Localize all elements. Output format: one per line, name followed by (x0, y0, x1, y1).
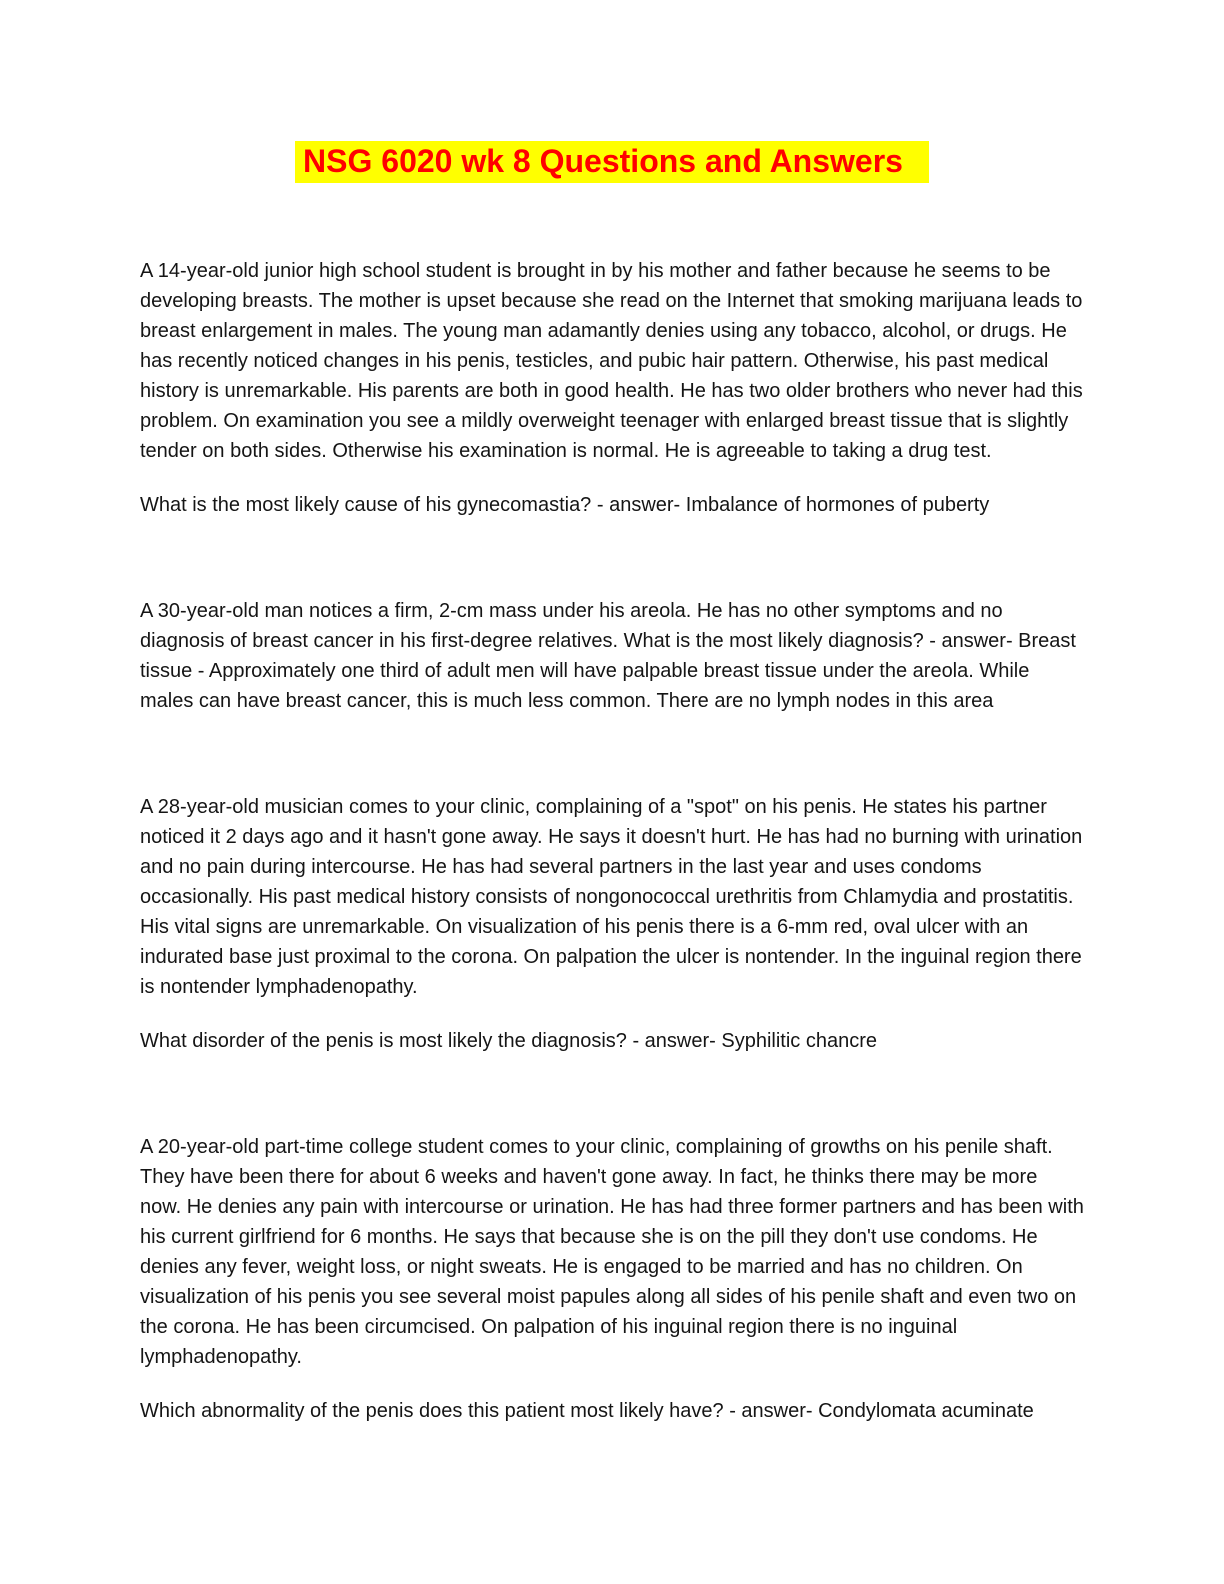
case-paragraph-penile-growths: A 20-year-old part-time college student comes to your clinic, complaining of growths on his penile shaft. They have been there for about 6 weeks and haven't gone away. In fact, he thinks there may be more now. He denies any pain with intercourse or urination. He has had three former partners and has been with his current girlfriend for 6 months. He says that because she is on the pill they don't use condoms. He denies any fever, weight loss, or night sweats. He is engaged to be married and has no children. On visualization of his penis you see several moist papules along all sides of his penile shaft and even two on the corona. He has been circumcised. On palpation of his inguinal region there is no inguinal lymphadenopathy. (140, 1136, 1084, 1368)
case-paragraph-breast-mass: A 30-year-old man notices a firm, 2-cm mass under his areola. He has no other symptoms and no diagnosis of breast cancer in his first-degree relatives. What is the most likely diagnosis? - answer- Breast tissue - Approximately one third of adult men will have palpable breast tissue under the areola. While males can have breast cancer, this is much less common. There are no lymph nodes in this area (140, 600, 1076, 712)
question-answer-penile-growths: Which abnormality of the penis does this patient most likely have? - answer- Condylomata acuminate (140, 1400, 1034, 1422)
case-paragraph-gynecomastia: A 14-year-old junior high school student is brought in by his mother and father because he seems to be developing breasts. The mother is upset because she read on the Internet that smoking marijuana leads to breast enlargement in males. The young man adamantly denies using any tobacco, alcohol, or drugs. He has recently noticed changes in his penis, testicles, and pubic hair pattern. Otherwise, his past medical history is unremarkable. His parents are both in good health. He has two older brothers who never had this problem. On examination you see a mildly overweight teenager with enlarged breast tissue that is slightly tender on both sides. Otherwise his examination is normal. He is agreeable to taking a drug test. (140, 260, 1083, 462)
question-answer-penile-ulcer: What disorder of the penis is most likely the diagnosis? - answer- Syphilitic chancre (140, 1030, 877, 1052)
page-title (140, 140, 1084, 182)
page-title-highlight: NSG 6020 wk 8 Questions and Answers (295, 141, 929, 183)
case-paragraph-penile-ulcer: A 28-year-old musician comes to your clinic, complaining of a "spot" on his penis. He states his partner noticed it 2 days ago and it hasn't gone away. He says it doesn't hurt. He has had no burning with urination and no pain during intercourse. He has had several partners in the last year and uses condoms occasionally. His past medical history consists of nongonococcal urethritis from Chlamydia and prostatitis. His vital signs are unremarkable. On visualization of his penis there is a 6-mm red, oval ulcer with an indurated base just proximal to the corona. On palpation the ulcer is nontender. In the inguinal region there is nontender lymphadenopathy. (140, 796, 1083, 998)
question-answer-gynecomastia: What is the most likely cause of his gynecomastia? - answer- Imbalance of hormones of puberty (140, 494, 990, 516)
